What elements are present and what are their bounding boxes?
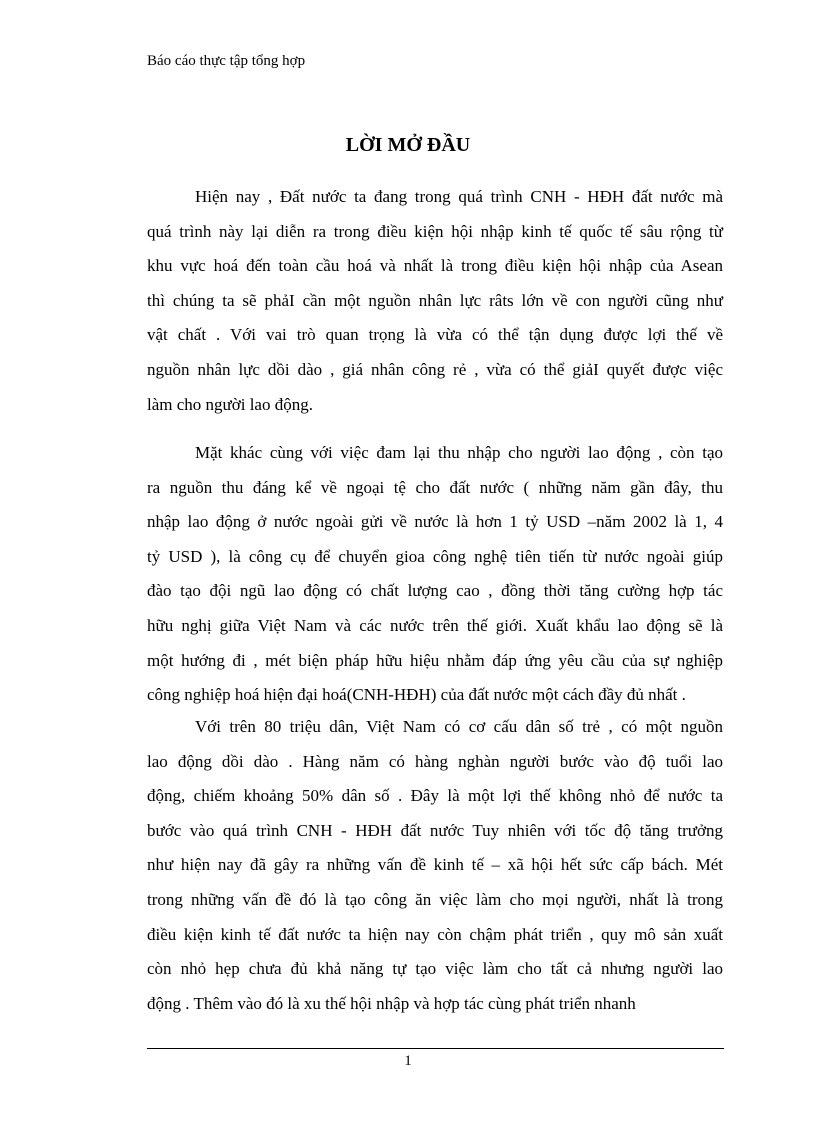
text-line: bước vào quá trình CNH - HĐH đất nước Tuy nhiên với tốc độ tăng trưởng — [147, 820, 723, 840]
text-line: hữu nghị giữa Việt Nam và các nước trên thế giới. Xuất khẩu lao động sẽ là — [147, 615, 723, 635]
text-line: thì chúng ta sẽ phảI cần một nguồn nhân lực râts lớn về con người cũng như — [147, 290, 723, 310]
text-line: lao động dồi dào . Hàng năm có hàng nghàn người bước vào độ tuổi lao — [147, 751, 723, 771]
footer-divider — [147, 1048, 724, 1049]
text-line: động, chiếm khoảng 50% dân số . Đây là một lợi thế không nhỏ để nước ta — [147, 786, 723, 806]
text-line: như hiện nay đã gây ra những vấn đề kinh tế – xã hội hết sức cấp bách. Mét — [147, 855, 723, 875]
paragraph-3 — [147, 710, 723, 1021]
page-title: LỜI MỞ ĐẦU — [345, 134, 471, 156]
text-line: trong những vấn đề đó là tạo công ăn việc làm cho mọi người, nhất là trong — [147, 889, 723, 909]
text-line: tỷ USD ), là công cụ để chuyển gioa công nghệ tiên tiến từ nước ngoài giúp — [147, 546, 723, 566]
text-line: Hiện nay , Đất nước ta đang trong quá trình CNH - HĐH đất nước mà — [195, 187, 723, 206]
text-line: ra nguồn thu đáng kể về ngoại tệ cho đất nước ( những năm gần đây, thu — [147, 477, 723, 497]
text-line: nhập lao động ở nước ngoài gửi về nước là hơn 1 tỷ USD –năm 2002 là 1, 4 — [147, 512, 723, 532]
text-line: đào tạo đội ngũ lao động có chất lượng cao , đồng thời tăng cường hợp tác — [147, 581, 723, 601]
text-line: quá trình này lại diễn ra trong điều kiện hội nhập kinh tế quốc tế sâu rộng từ — [147, 221, 723, 241]
text-line: Với trên 80 triệu dân, Việt Nam có cơ cấu dân số trẻ , có một nguồn — [195, 717, 723, 736]
text-line: điều kiện kinh tế đất nước ta hiện nay còn chậm phát triển , quy mô sản xuất — [147, 924, 723, 944]
text-line: làm cho người lao động. — [147, 394, 313, 414]
paragraph-1 — [147, 180, 723, 422]
text-line: một hướng đi , mét biện pháp hữu hiệu nhằm đáp ứng yêu cầu của sự nghiệp — [147, 650, 723, 670]
text-line: nguồn nhân lực dồi dào , giá nhân công rẻ , vừa có thể giảI quyết được việc — [147, 359, 723, 379]
page-number: 1 — [404, 1053, 412, 1069]
text-line: Mặt khác cùng với việc đam lại thu nhập cho người lao động , còn tạo — [195, 443, 723, 462]
paragraph-2 — [147, 436, 723, 713]
running-header: Báo cáo thực tập tổng hợp — [147, 53, 306, 69]
text-line: động . Thêm vào đó là xu thế hội nhập và hợp tác cùng phát triển nhanh — [147, 993, 636, 1013]
text-line: công nghiệp hoá hiện đại hoá(CNH-HĐH) của đất nước một cách đầy đủ nhất . — [147, 685, 686, 705]
text-line: khu vực hoá đến toàn cầu hoá và nhất là trong điều kiện hội nhập của Asean — [147, 256, 723, 276]
text-line: còn nhỏ hẹp chưa đủ khả năng tự tạo việc làm cho tất cả nhưng người lao — [147, 959, 723, 979]
text-line: vật chất . Với vai trò quan trọng là vừa có thể tận dụng được lợi thế về — [147, 325, 723, 345]
